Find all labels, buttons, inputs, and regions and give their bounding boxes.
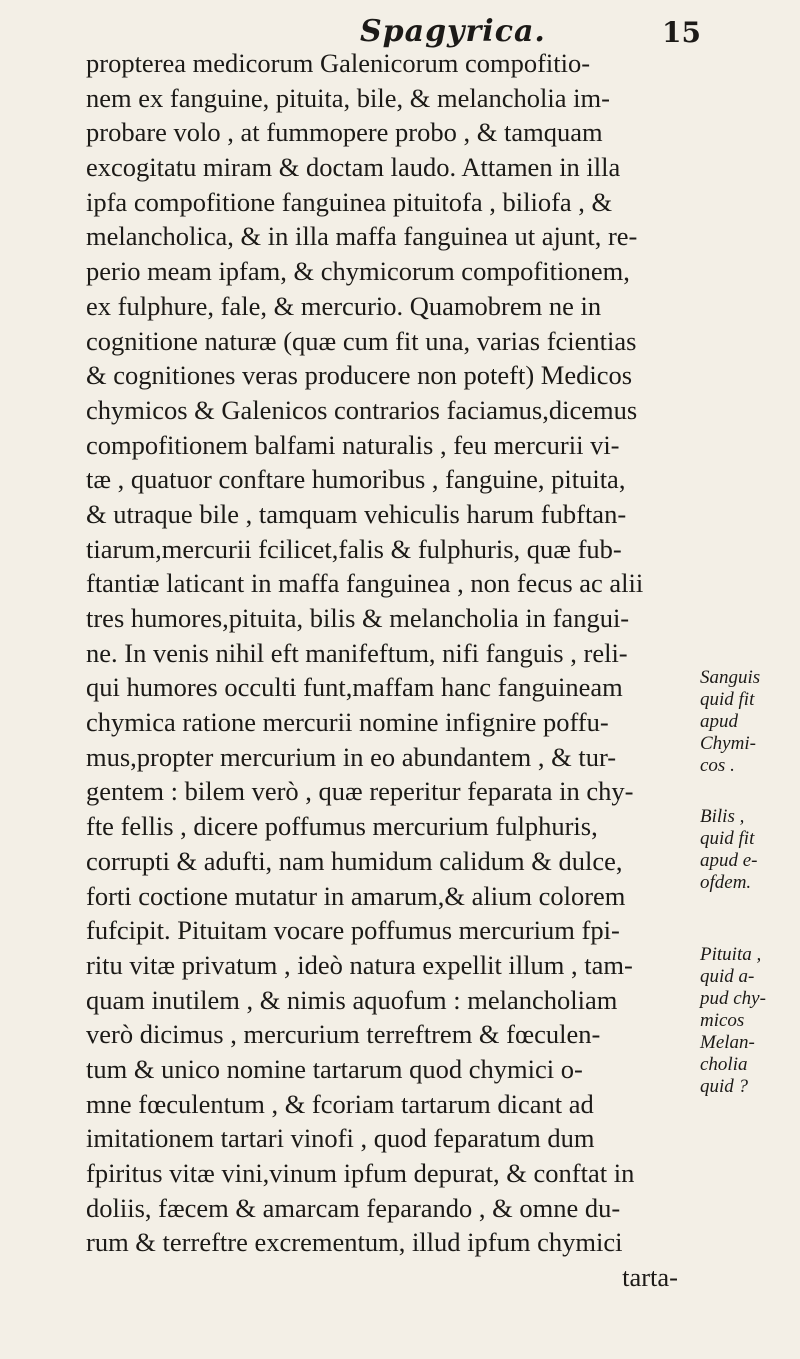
body-text xyxy=(86,46,726,1295)
text-line: tum & unico nomine tartarum quod chymici o- xyxy=(86,1053,583,1084)
text-line: cognitione naturæ (quæ cum fit una, varias fcientias xyxy=(86,325,637,356)
text-line: ftantiæ laticant in maffa fanguinea , non fecus ac alii xyxy=(86,568,644,599)
text-line: gentem : bilem verò , quæ reperitur feparata in chy- xyxy=(86,776,634,807)
text-line: qui humores occulti funt,maffam hanc fanguineam xyxy=(86,672,623,703)
text-line: fte fellis , dicere poffumus mercurium fulphuris, xyxy=(86,811,598,842)
text-line: tiarum,mercurii fcilicet,falis & fulphuris, quæ fub- xyxy=(86,533,622,564)
margin-note-line: quid fit xyxy=(700,689,755,710)
text-line: doliis, fæcem & amarcam feparando , & omne du- xyxy=(86,1192,621,1223)
text-line: propterea medicorum Galenicorum compofitio- xyxy=(86,48,591,78)
text-line: forti coctione mutatur in amarum,& alium colorem xyxy=(86,880,626,911)
text-line: tres humores,pituita, bilis & melancholia in fangui- xyxy=(86,603,630,633)
text-line: melancholica, & in illa maffa fanguinea ut ajunt, re- xyxy=(86,221,638,252)
margin-note-line: Chymi- xyxy=(700,733,756,754)
page-number: 15 xyxy=(662,16,701,49)
text-line: rum & terreftre excrementum, illud ipfum chymici xyxy=(86,1227,623,1258)
text-line: & cognitiones veras producere non poteft) Medicos xyxy=(86,360,633,391)
text-line: excogitatu miram & doctam laudo. Attamen in illa xyxy=(86,152,621,183)
text-line: ne. In venis nihil eft manifeftum, nifi fanguis , reli- xyxy=(86,637,628,668)
margin-note-pituita-melancholia xyxy=(700,944,796,1098)
margin-note-line: cos . xyxy=(700,755,735,776)
margin-note-bilis xyxy=(700,806,796,894)
text-line: corrupti & adufti, nam humidum calidum & dulce, xyxy=(86,845,623,876)
text-line: chymica ratione mercurii nomine infignire poffu- xyxy=(86,707,609,738)
text-line: ipfa compofitione fanguinea pituitofa , biliofa , & xyxy=(86,186,613,217)
text-line: quam inutilem , & nimis aquofum : melancholiam xyxy=(86,984,618,1015)
text-line: tæ , quatuor conftare humoribus , fanguine, pituita, xyxy=(86,464,626,495)
margin-note-line: pud chy- xyxy=(700,988,766,1009)
margin-note-sanguis xyxy=(700,667,796,777)
text-line: ritu vitæ privatum , ideò natura expellit illum , tam- xyxy=(86,949,633,980)
margin-note-line: apud xyxy=(700,711,738,732)
catchword: tarta- xyxy=(622,1262,678,1293)
text-line: compofitionem balfami naturalis , feu mercurii vi- xyxy=(86,429,620,460)
text-line: fpiritus vitæ vini,vinum ipfum depurat, & conftat in xyxy=(86,1158,635,1188)
text-line: fufcipit. Pituitam vocare poffumus mercurium fpi- xyxy=(86,915,620,946)
text-line: imitationem tartari vinofi , quod feparatum dum xyxy=(86,1123,595,1154)
margin-note-line: ofdem. xyxy=(700,872,752,893)
text-line: chymicos & Galenicos contrarios faciamus,dicemus xyxy=(86,394,638,425)
running-head: Spagyrica. xyxy=(360,14,546,49)
margin-note-line: quid a- xyxy=(700,966,755,987)
margin-note-line: cholia xyxy=(700,1054,748,1075)
margin-note-line: micos xyxy=(700,1010,745,1031)
text-line: mus,propter mercurium in eo abundantem , & tur- xyxy=(86,741,617,772)
text-line: probare volo , at fummopere probo , & tamquam xyxy=(86,117,603,148)
text-line: & utraque bile , tamquam vehiculis harum fubftan- xyxy=(86,498,627,529)
text-line: verò dicimus , mercurium terreftrem & fœculen- xyxy=(86,1019,601,1050)
text-line: mne fœculentum , & fcoriam tartarum dicant ad xyxy=(86,1088,594,1119)
margin-note-line: Bilis , xyxy=(700,806,745,827)
margin-note-line: quid ? xyxy=(700,1076,749,1097)
margin-note-line: Sanguis xyxy=(700,667,761,688)
text-line: ex fulphure, fale, & mercurio. Quamobrem ne in xyxy=(86,290,602,321)
text-line: perio meam ipfam, & chymicorum compofitionem, xyxy=(86,256,630,287)
margin-note-line: quid fit xyxy=(700,828,755,849)
margin-note-line: Melan- xyxy=(700,1032,755,1053)
margin-note-line: apud e- xyxy=(700,850,758,871)
margin-note-line: Pituita , xyxy=(700,944,762,965)
text-line: nem ex fanguine, pituita, bile, & melancholia im- xyxy=(86,82,610,113)
